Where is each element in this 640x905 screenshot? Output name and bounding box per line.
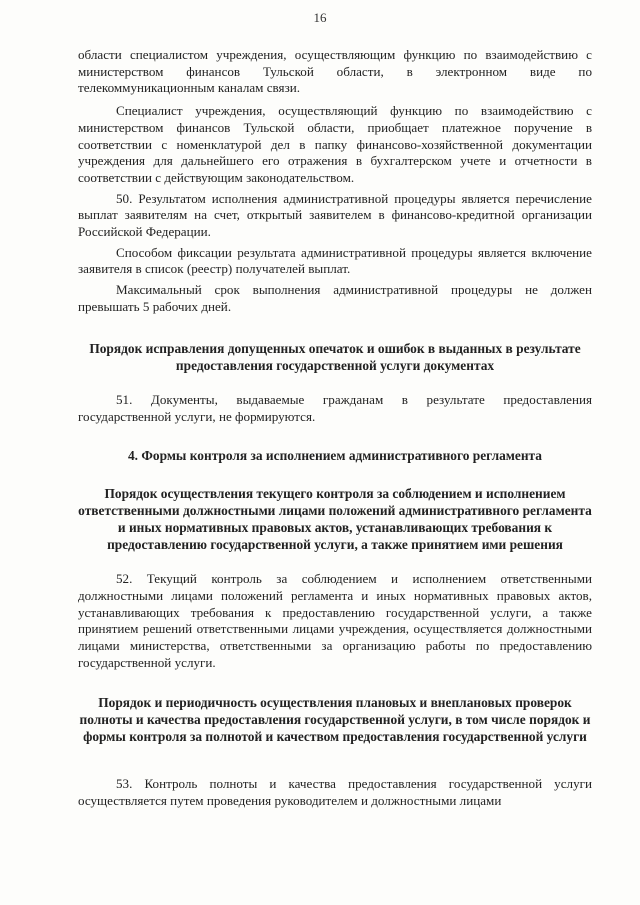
paragraph: Максимальный срок выполнения административной процедуры не должен превышать 5 рабочих дней. (78, 282, 592, 314)
paragraph-50: 50. Результатом исполнения административной процедуры является перечисление выплат заявителям на счет, открытый заявителем в финансово-кредитной организации Российской Федерации. (78, 190, 592, 240)
paragraph-51: 51. Документы, выдаваемые гражданам в результате предоставления государственной услуги, не формируются. (78, 391, 592, 424)
section-heading-current-control: Порядок осуществления текущего контроля за соблюдением и исполнением ответственными должностными лицами положений административного регламента и иных нормативных правовых актов, устанавливающих требования к предоставлению государственной услуги, а также принятием ими решения (78, 485, 592, 553)
paragraph-52: 52. Текущий контроль за соблюдением и исполнением ответственными должностными лицами положений регламента и иных нормативных правовых актов, устанавливающих требования к предоставлению государственной услуги, а также принятием решений ответственными лицами учреждения, осуществляется должностными лицами министерства, ответственными за организацию работы по предоставлению государственной услуги. (78, 571, 592, 670)
document-body (78, 47, 592, 810)
paragraph: Специалист учреждения, осуществляющий функцию по взаимодействию с министерством финансов Тульской области, приобщает платежное поручение в соответствии с номенклатурой дел в папку финансово-хозяйственной документации учреждения для дальнейшего его отражения в бухгалтерском учете и отчетности в соответствии с действующим законодательством. (78, 103, 592, 185)
paragraph-53: 53. Контроль полноты и качества предоставления государственной услуги осуществляется путем проведения руководителем и должностными лицами (78, 776, 592, 808)
chapter-heading-4: 4. Формы контроля за исполнением административного регламента (127, 448, 542, 464)
section-heading-corrections: Порядок исправления допущенных опечаток и ошибок в выданных в результате предоставления государственной услуги документах (89, 340, 581, 373)
paragraph: Способом фиксации результата административной процедуры является включение заявителя в список (реестр) получателей выплат. (78, 244, 592, 277)
paragraph-continuation: области специалистом учреждения, осуществляющим функцию по взаимодействию с министерством финансов Тульской области, в электронном виде по телекоммуникационным каналам связи. (78, 47, 592, 96)
page-number: 16 (313, 10, 327, 25)
section-heading-inspections: Порядок и периодичность осуществления плановых и внеплановых проверок полноты и качества предоставления государственной услуги, в том числе порядок и формы контроля за полнотой и качеством предоставления государственной услуги (79, 694, 591, 744)
